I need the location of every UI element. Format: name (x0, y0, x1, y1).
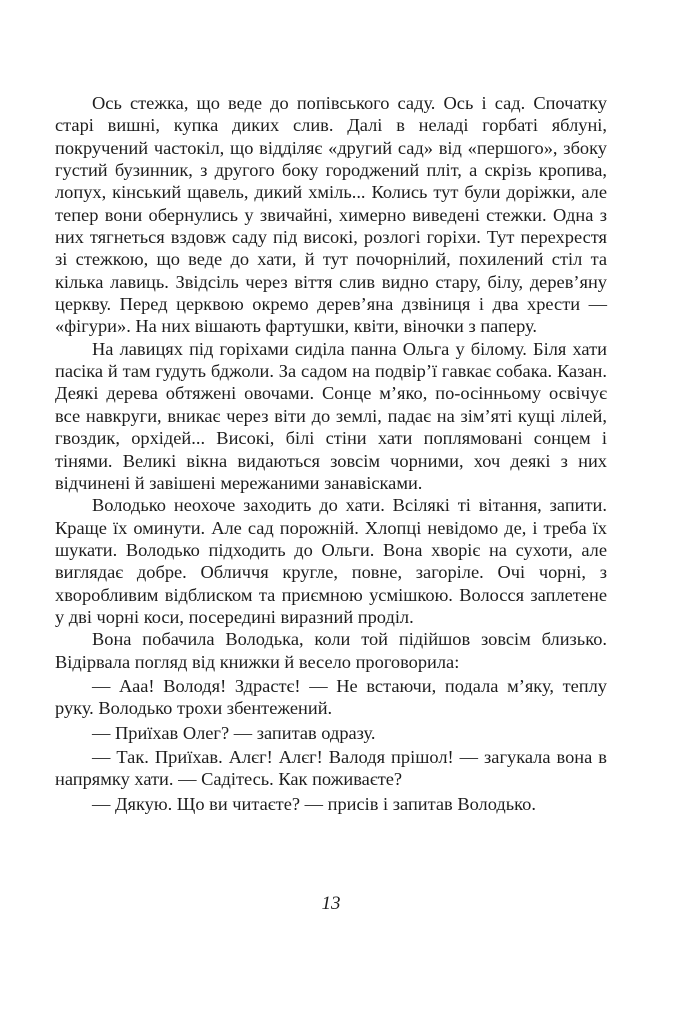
paragraph: На лавицях під горіхами сиділа панна Ольга у білому. Біля хати пасіка й там гудуть бджоли. За садом на подвір’ї гавкає собака. Казан. Деякі дерева обтяжені овочами. Сонце м’яко, по-осінньому освічує все навкруги, вникає через віти до землі, падає на зім’яті кущі лілей, гвоздик, орхідей... Високі, білі стіни хати поплямовані сонцем і тінями. Великі вікна видаються зовсім чорними, хоч деякі з них відчинені й завішені мережаними занавісками. (55, 338, 607, 493)
paragraph: Володько неохоче заходить до хати. Всілякі ті вітання, запити. Краще їх оминути. Але сад порожній. Хлопці невідомо де, і треба їх шукати. Володько підходить до Ольги. Вона хворіє на сухоти, але виглядає добре. Обличчя кругле, повне, загоріле. Очі чорні, з хворобливим відблиском та приємною усмішкою. Волосся заплетене у дві чорні коси, посередині виразний проділ. (55, 495, 607, 627)
page-number: 13 (321, 893, 341, 914)
paragraph: Вона побачила Володька, коли той підійшов зовсім близько. Відірвала погляд від книжки й весело проговорила: (55, 629, 607, 672)
dialogue-paragraph: — Так. Приїхав. Алєг! Алєг! Валодя прішол! — загукала вона в напрямку хати. — Садітесь. Как поживаєте? (55, 746, 607, 790)
dialogue-paragraph: — Ааа! Володя! Здрастє! — Не встаючи, подала м’яку, теплу руку. Володько трохи збентежений. (55, 675, 607, 719)
paragraph: Ось стежка, що веде до попівського саду. Ось і сад. Спочатку старі вишні, купка диких слив. Далі в неладі горбаті яблуні, покручений частокіл, що відділяє «другий сад» від «першого», збоку густий бузинник, з другого боку городжений пліт, а скрізь кропива, лопух, кінський щавель, дикий хміль... Колись тут були доріжки, але тепер вони обернулись у звичайні, химерно виведені стежки. Одна з них тягнеться вздовж саду під високі, розлогі горіхи. Тут перехрестя зі стежкою, що веде до хати, й тут почорнілий, похилений стіл та кілька лавиць. Звідсіль через віття слив видно стару, білу, дерев’яну церкву. Перед церквою окремо дерев’яна дзвіниця і два хрести — «фігури». На них вішають фартушки, квіти, віночки з паперу. (55, 93, 607, 337)
dialogue-paragraph: — Дякую. Що ви читаєте? — присів і запитав Володько. (92, 793, 536, 814)
dialogue-paragraph: — Приїхав Олег? — запитав одразу. (92, 722, 376, 743)
page-text (55, 92, 607, 815)
